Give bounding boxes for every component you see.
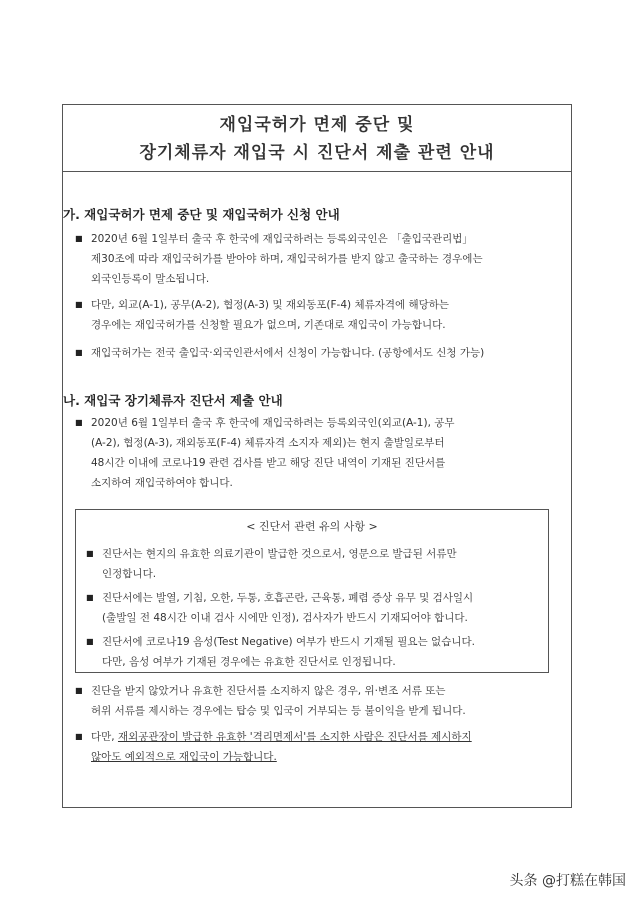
underlined-text: 않아도 예외적으로 재입국이 가능합니다. (91, 751, 277, 763)
bullet-icon: ■ (75, 234, 83, 243)
underlined-text: 재외공관장이 발급한 유효한 '격리면제서'를 소지한 사람은 진단서를 제시하지 (117, 731, 472, 743)
section-a-item-3 (75, 343, 565, 363)
bullet-icon: ■ (75, 732, 83, 741)
item-line: 다만, 음성 여부가 기재된 경우에는 유효한 진단서로 인정됩니다. (102, 656, 396, 668)
item-line: 제30조에 따라 재입국허가를 받아야 하며, 재입국허가를 받지 않고 출국하는 경우에는 (91, 253, 483, 265)
bullet-icon: ■ (75, 348, 83, 357)
item-line: 허위 서류를 제시하는 경우에는 탑승 및 입국이 거부되는 등 불이익을 받게 됩니다. (91, 705, 466, 717)
item-line: 재입국허가는 전국 출입국·외국인관서에서 신청이 가능합니다. (공항에서도 신청 가능) (91, 347, 485, 359)
bullet-icon: ■ (86, 549, 94, 558)
bullet-icon: ■ (75, 418, 83, 427)
item-line: (출발일 전 48시간 이내 검사 시에만 인정), 검사자가 반드시 기재되어야 합니다. (102, 612, 468, 624)
section-a-item-1 (75, 229, 565, 289)
title-line-1: 재입국허가 면제 중단 및 (219, 115, 415, 135)
item-line: (A-2), 협정(A-3), 재외동포(F-4) 체류자격 소지자 제외)는 현지 출발일로부터 (91, 437, 445, 449)
notice-item-1 (86, 544, 542, 584)
watermark: 头条 @打糕在韩国 (509, 873, 626, 889)
bullet-icon: ■ (75, 300, 83, 309)
document-title (63, 105, 571, 172)
section-b-item-1 (75, 413, 565, 493)
item-line: 인정합니다. (102, 568, 157, 580)
item-line: 진단을 받지 않았거나 유효한 진단서를 소지하지 않은 경우, 위·변조 서류 또는 (91, 685, 446, 697)
section-a-item-2 (75, 295, 565, 335)
item-line: 외국인등록이 말소됩니다. (91, 273, 210, 285)
bullet-icon: ■ (75, 686, 83, 695)
item-line: 2020년 6월 1일부터 출국 후 한국에 재입국하려는 등록외국인은 「출입국관리법」 (91, 233, 473, 245)
item-line: 진단서에 코로나19 음성(Test Negative) 여부가 반드시 기재될 필요는 없습니다. (102, 636, 475, 648)
notice-item-2 (86, 588, 542, 628)
document-frame (62, 104, 572, 808)
section-a-heading: 가. 재입국허가 면제 중단 및 재입국허가 신청 안내 (63, 207, 340, 222)
item-line: 2020년 6월 1일부터 출국 후 한국에 재입국하려는 등록외국인(외교(A-1), 공무 (91, 417, 455, 429)
item-line: 경우에는 재입국허가를 신청할 필요가 없으며, 기존대로 재입국이 가능합니다. (91, 319, 446, 331)
section-b-item-3 (75, 727, 565, 767)
item-line: 진단서는 현지의 유효한 의료기관이 발급한 것으로서, 영문으로 발급된 서류만 (102, 548, 457, 560)
item-line: 소지하여 재입국하여야 합니다. (91, 477, 233, 489)
notice-box (75, 509, 549, 673)
bullet-icon: ■ (86, 637, 94, 646)
section-b-heading: 나. 재입국 장기체류자 진단서 제출 안내 (63, 393, 283, 408)
item-line: 다만, 외교(A-1), 공무(A-2), 협정(A-3) 및 재외동포(F-4) 체류자격에 해당하는 (91, 299, 450, 311)
bullet-icon: ■ (86, 593, 94, 602)
item-prefix: 다만, (91, 731, 118, 743)
section-b-item-2 (75, 681, 565, 721)
item-line-1 (91, 727, 565, 747)
notice-item-3 (86, 632, 542, 672)
title-line-2: 장기체류자 재입국 시 진단서 제출 관련 안내 (139, 143, 495, 163)
item-line: 진단서에는 발열, 기침, 오한, 두통, 호흡곤란, 근육통, 폐렴 증상 유무 및 검사일시 (102, 592, 474, 604)
notice-title: < 진단서 관련 유의 사항 > (246, 520, 378, 533)
item-line: 48시간 이내에 코로나19 관련 검사를 받고 해당 진단 내역이 기재된 진단서를 (91, 457, 446, 469)
